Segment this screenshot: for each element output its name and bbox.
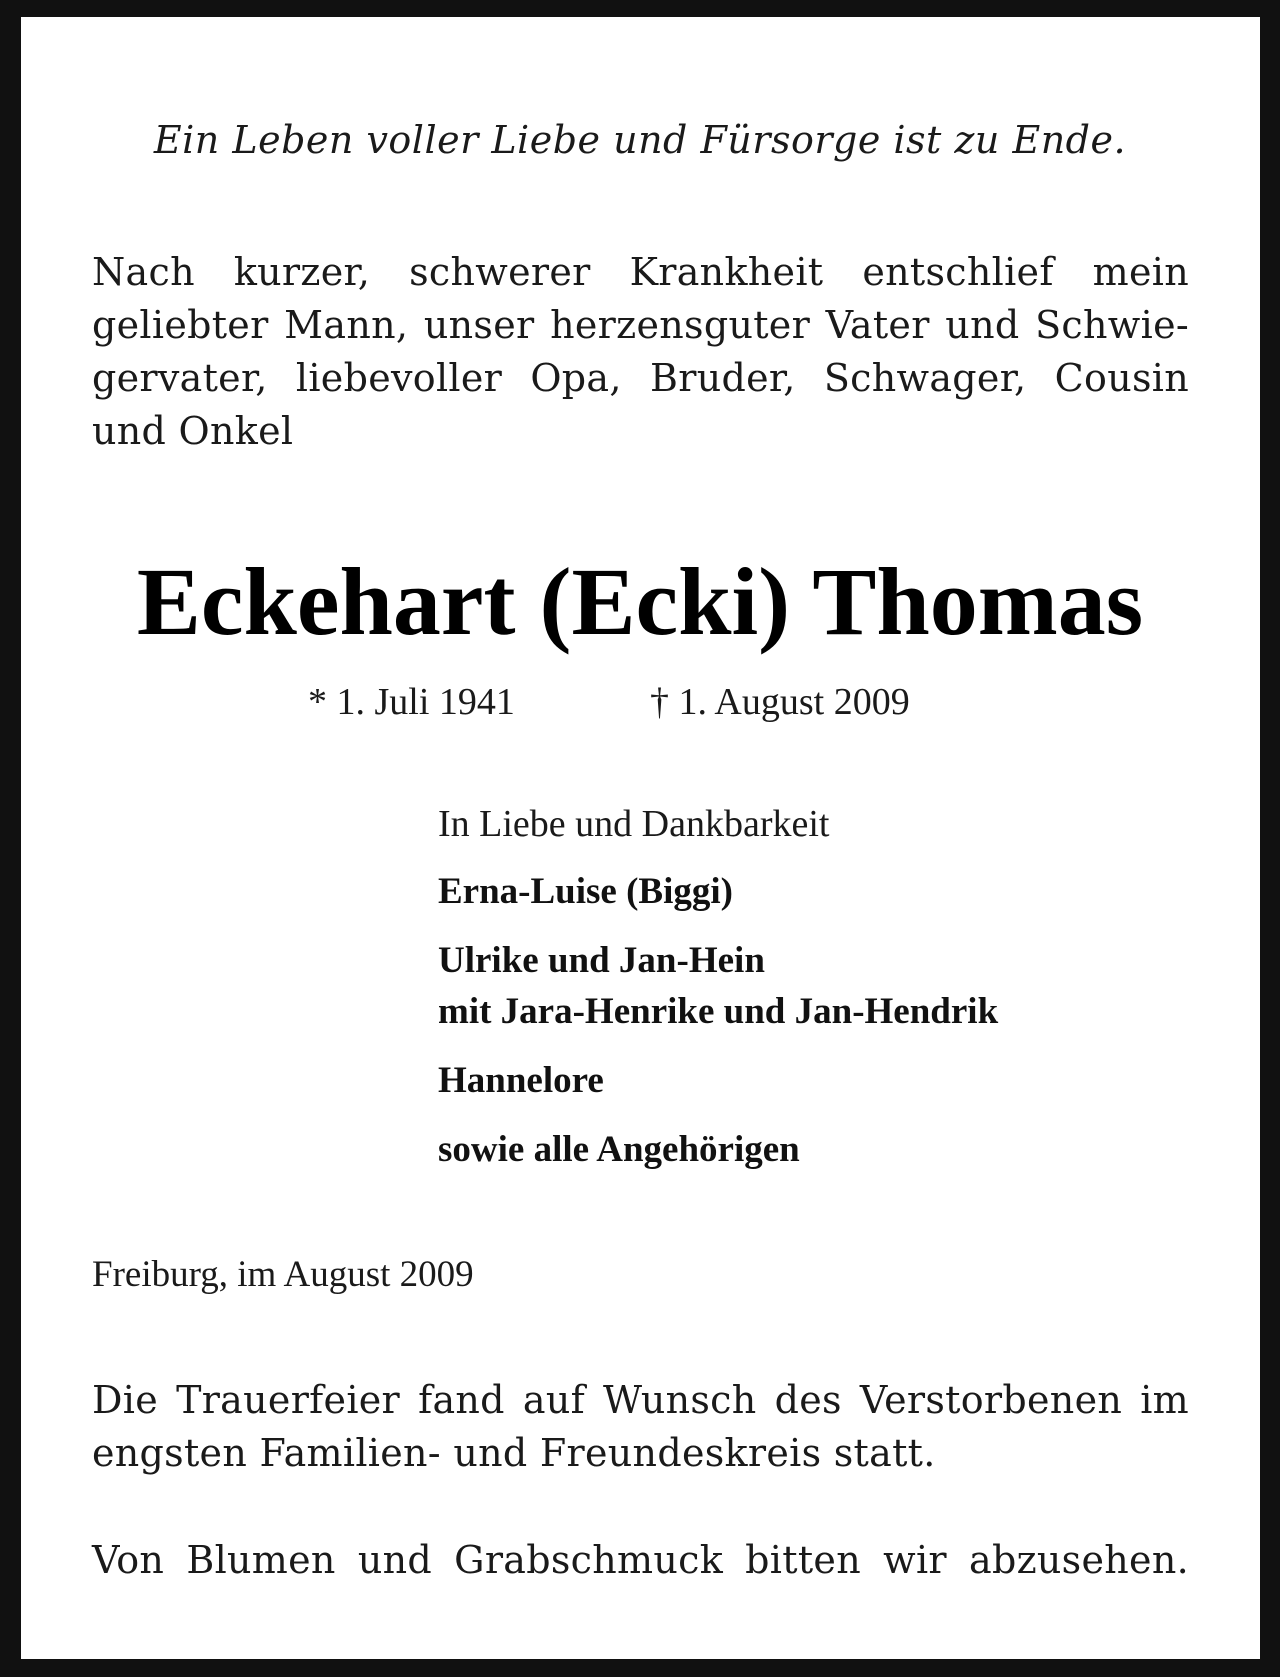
intro-text	[92, 246, 1189, 458]
funeral-note	[92, 1374, 1189, 1480]
family-line: sowie alle Angehörigen	[438, 1129, 800, 1170]
family-line: Ulrike und Jan-Hein	[438, 940, 765, 981]
funeral-line: engsten Familien- und Freundeskreis statt.	[92, 1431, 936, 1475]
intro-line: und Onkel	[92, 409, 294, 453]
family-group	[438, 1055, 1238, 1106]
intro-line: Nach kurzer, schwerer Krankheit entschlief mein	[92, 250, 1189, 294]
thanks-line: In Liebe und Dankbarkeit	[438, 803, 830, 845]
intro-line: gervater, liebevoller Opa, Bruder, Schwager, Cousin	[92, 356, 1189, 400]
birth-date: * 1. Juli 1941	[308, 681, 515, 723]
family-group	[438, 1124, 1238, 1175]
family-group	[438, 935, 1238, 1037]
flowers-note: Von Blumen und Grabschmuck bitten wir abzusehen.	[92, 1538, 1189, 1582]
family-line: Erna-Luise (Biggi)	[438, 871, 733, 912]
place-date: Freiburg, im August 2009	[92, 1254, 474, 1295]
family-group	[438, 866, 1238, 917]
funeral-line: Die Trauerfeier fand auf Wunsch des Verstorbenen im	[92, 1378, 1189, 1422]
intro-line: geliebter Mann, unser herzensguter Vater und Schwie-	[92, 303, 1189, 347]
motto: Ein Leben voller Liebe und Fürsorge ist zu Ende.	[153, 118, 1127, 162]
deceased-name: Eckehart (Ecki) Thomas	[136, 548, 1144, 655]
death-date: † 1. August 2009	[650, 681, 910, 723]
mourners-block	[438, 800, 1238, 1193]
family-line: mit Jara-Henrike und Jan-Hendrik	[438, 991, 999, 1032]
family-line: Hannelore	[438, 1060, 604, 1101]
